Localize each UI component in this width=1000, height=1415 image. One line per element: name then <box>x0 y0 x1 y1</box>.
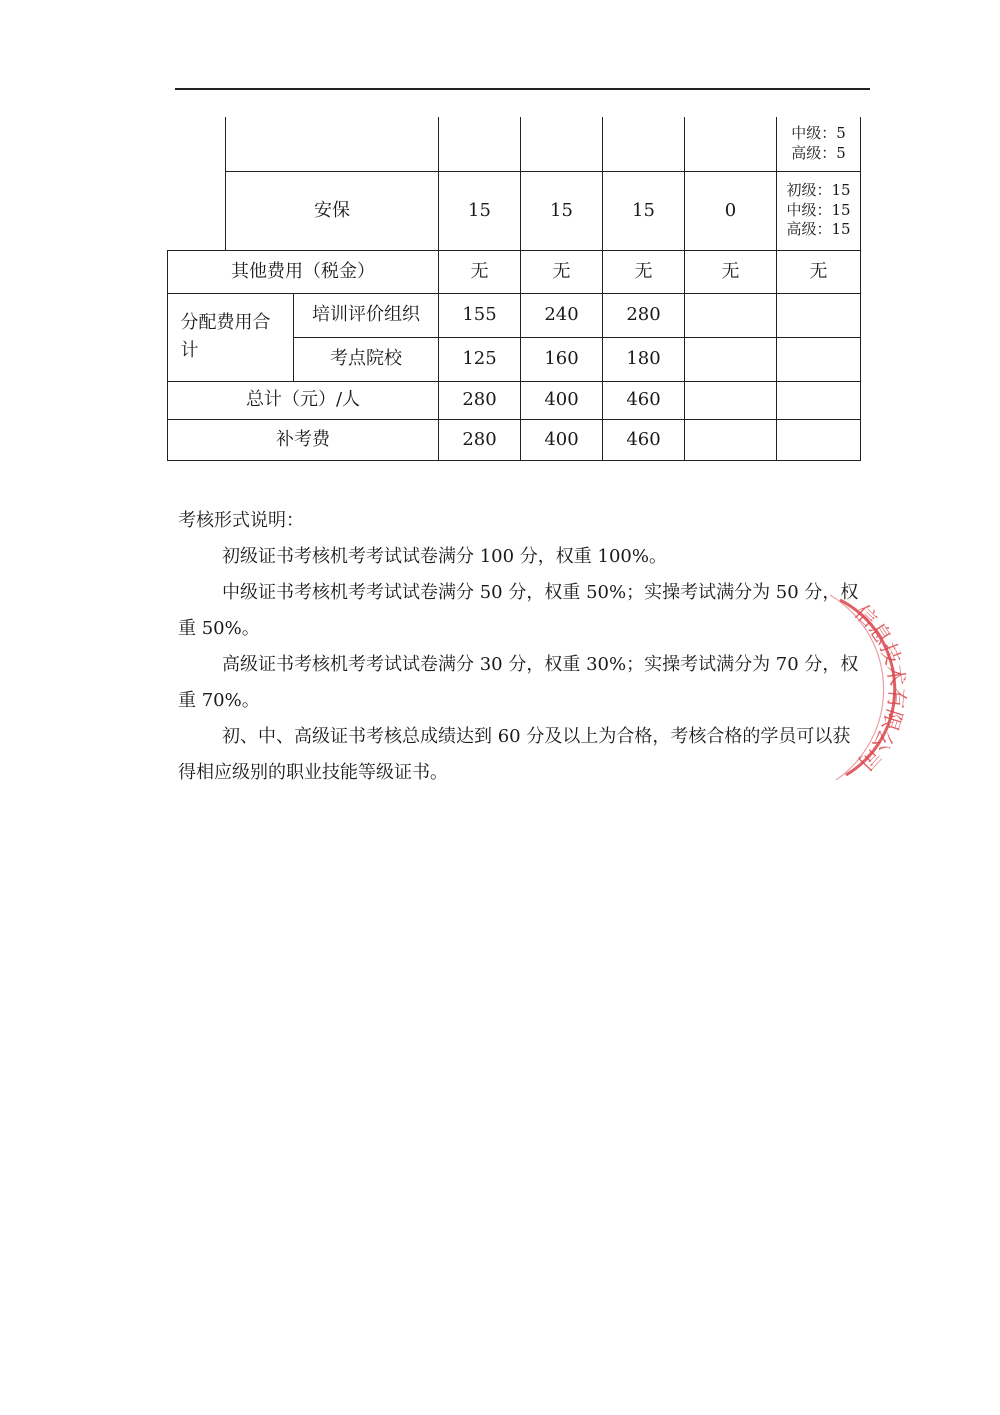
value-cell: 460 <box>603 381 685 419</box>
value-cell: 0 <box>685 171 777 250</box>
value-cell: 180 <box>603 337 685 381</box>
note-line: 初级：15 <box>786 181 851 200</box>
value-cell: 240 <box>521 293 603 337</box>
row-label: 总计（元）/人 <box>168 381 439 419</box>
note-line: 中级：5 <box>791 124 846 143</box>
value-cell: 无 <box>685 250 777 293</box>
category-cell-continued <box>226 117 439 171</box>
value-cell: 155 <box>439 293 521 337</box>
value-cell <box>685 419 777 460</box>
table-row-allocation-org <box>168 293 861 337</box>
table-row-continued <box>168 117 861 171</box>
table-row-total <box>168 381 861 419</box>
assessment-section <box>178 503 864 791</box>
row-label: 考点院校 <box>294 337 439 381</box>
row-label: 其他费用（税金） <box>168 250 439 293</box>
header-rule <box>175 88 870 90</box>
value-cell: 15 <box>439 171 521 250</box>
table-row-other-fees <box>168 250 861 293</box>
value-cell: 280 <box>603 293 685 337</box>
seal-text: 信息技术有限公司 <box>849 600 910 775</box>
left-gutter-cell <box>168 117 226 250</box>
note-cell <box>777 171 861 250</box>
note-line: 高级：15 <box>786 220 851 239</box>
value-cell <box>777 381 861 419</box>
value-cell <box>685 381 777 419</box>
row-group-label <box>168 293 294 381</box>
value-cell: 280 <box>439 381 521 419</box>
value-cell: 无 <box>439 250 521 293</box>
value-cell: 280 <box>439 419 521 460</box>
value-cell <box>777 419 861 460</box>
value-cell <box>439 117 521 171</box>
value-cell: 160 <box>521 337 603 381</box>
value-cell: 无 <box>603 250 685 293</box>
value-cell: 15 <box>603 171 685 250</box>
assessment-paragraph-passing: 初、中、高级证书考核总成绩达到 60 分及以上为合格，考核合格的学员可以获得相应级别的职业技能等级证书。 <box>178 726 851 783</box>
allocation-group-label: 分配费用合计 <box>180 312 271 361</box>
assessment-paragraph-advanced: 高级证书考核机考考试试卷满分 30 分，权重 30%；实操考试满分为 70 分，权重 70%。 <box>178 654 859 711</box>
note-line: 中级：15 <box>786 200 851 219</box>
assessment-paragraph-intermediate: 中级证书考核机考考试试卷满分 50 分，权重 50%；实操考试满分为 50 分，权重 50%。 <box>178 582 859 639</box>
value-cell: 125 <box>439 337 521 381</box>
value-cell <box>685 117 777 171</box>
value-cell: 无 <box>521 250 603 293</box>
row-label: 安保 <box>226 171 439 250</box>
value-cell <box>777 293 861 337</box>
value-cell <box>777 337 861 381</box>
value-cell: 400 <box>521 419 603 460</box>
assessment-paragraph-primary: 初级证书考核机考考试试卷满分 100 分，权重 100%。 <box>222 546 667 567</box>
value-cell: 460 <box>603 419 685 460</box>
value-cell: 15 <box>521 171 603 250</box>
table-row-retake <box>168 419 861 460</box>
row-label: 补考费 <box>168 419 439 460</box>
fee-table <box>167 117 861 461</box>
value-cell <box>685 293 777 337</box>
value-cell <box>603 117 685 171</box>
note-cell <box>777 117 861 171</box>
company-seal-stamp <box>822 580 932 790</box>
table-row-security <box>168 171 861 250</box>
value-cell <box>521 117 603 171</box>
value-cell <box>685 337 777 381</box>
value-cell: 无 <box>777 250 861 293</box>
note-line: 高级：5 <box>791 143 846 162</box>
row-label: 培训评价组织 <box>294 293 439 337</box>
assessment-heading: 考核形式说明： <box>178 510 304 531</box>
value-cell: 400 <box>521 381 603 419</box>
